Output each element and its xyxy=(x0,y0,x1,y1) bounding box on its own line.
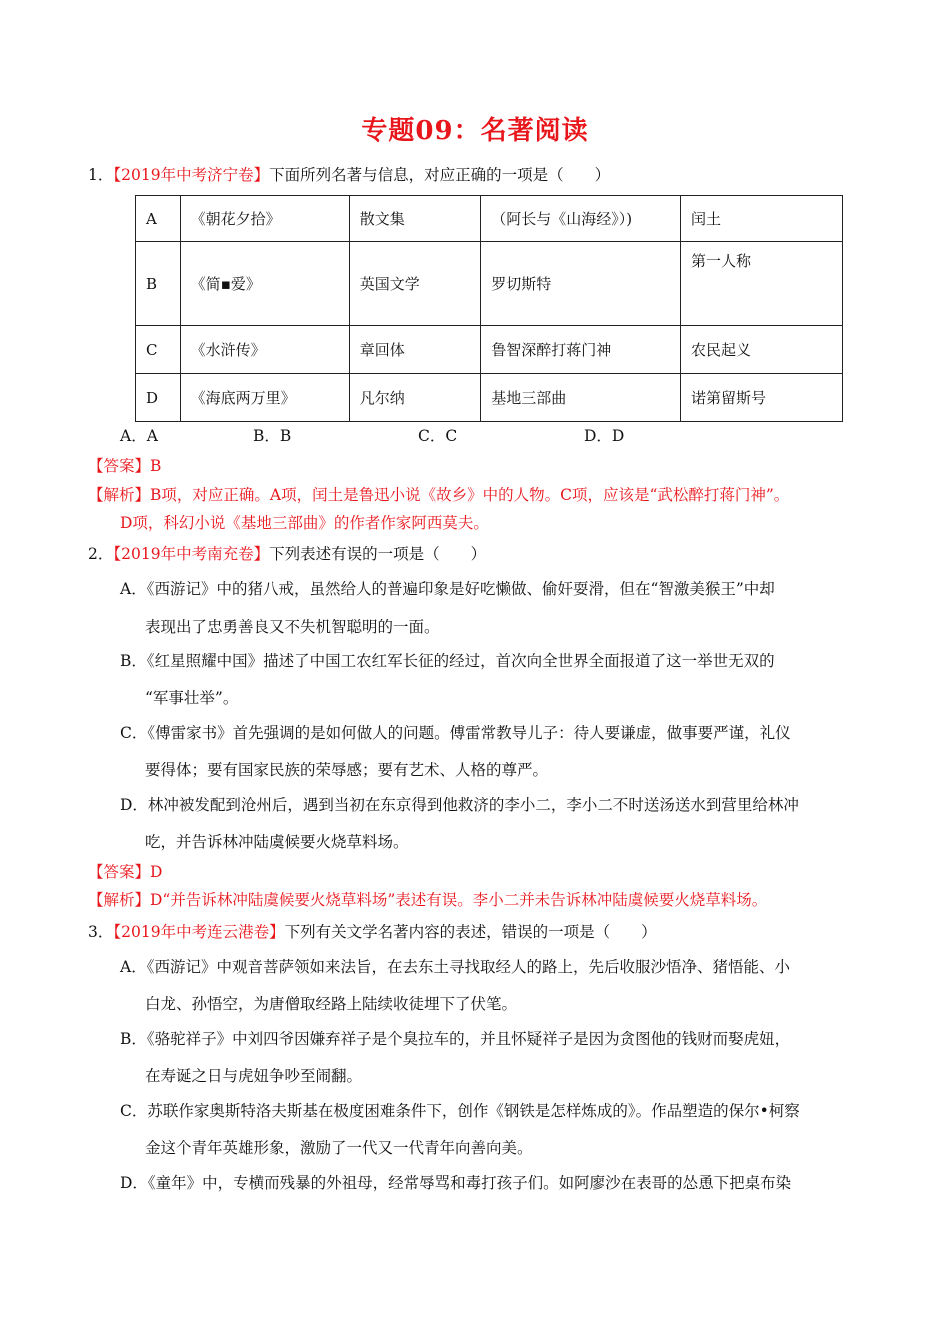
table-cell: C xyxy=(136,326,181,374)
table-cell: 鲁智深醉打蒋门神 xyxy=(481,326,681,374)
table-cell: 《海底两万里》 xyxy=(180,374,349,422)
table-cell: 诺第留斯号 xyxy=(680,374,842,422)
info-table xyxy=(135,195,843,422)
table-cell: 基地三部曲 xyxy=(481,374,681,422)
table-cell: 罗切斯特 xyxy=(481,242,681,326)
analysis: 【解析】B项，对应正确。A项，闰土是鲁迅小说《故乡》中的人物。C项，应该是“武松醉打蒋门神”。 xyxy=(88,486,790,504)
option-b: B．《骆驼祥子》中刘四爷因嫌弃祥子是个臭拉车的，并且怀疑祥子是因为贪图他的钱财而娶虎妞， xyxy=(120,1030,791,1048)
analysis: 【解析】D“并告诉林冲陆虞候要火烧草料场”表述有误。李小二并未告诉林冲陆虞候要火烧草料场。 xyxy=(88,891,768,909)
table-cell: （阿长与《山海经》）) xyxy=(481,196,681,242)
page-title: 专题09：名著阅读 xyxy=(361,116,589,146)
option-b-continued: 在寿诞之日与虎妞争吵至闹翻。 xyxy=(145,1067,363,1085)
option-d-continued: 吃，并告诉林冲陆虞候要火烧草料场。 xyxy=(145,833,409,851)
option-d: D．《童年》中，专横而残暴的外祖母，经常辱骂和毒打孩子们。如阿廖沙在表哥的怂恿下把桌布染 xyxy=(120,1174,792,1192)
question-number: 1． xyxy=(88,166,114,184)
question-number: 3． xyxy=(88,923,114,941)
table-row xyxy=(136,374,843,422)
answer: 【答案】D xyxy=(88,863,163,881)
question-number: 2． xyxy=(88,545,114,563)
table-cell: D xyxy=(136,374,181,422)
table-cell: 英国文学 xyxy=(349,242,480,326)
table-cell: 第一人称 xyxy=(680,242,842,326)
table-row xyxy=(136,242,843,326)
option-b-continued: “军事壮举”。 xyxy=(145,689,239,707)
option-c-continued: 金这个青年英雄形象，激励了一代又一代青年向善向美。 xyxy=(145,1139,533,1157)
table-row xyxy=(136,196,843,242)
option-c-continued: 要得体；要有国家民族的荣辱感；要有艺术、人格的尊严。 xyxy=(145,761,549,779)
question-source: 【2019年中考南充卷】 xyxy=(113,545,270,563)
table-cell: 散文集 xyxy=(349,196,480,242)
table-row xyxy=(136,326,843,374)
option-b: B．B xyxy=(253,427,292,445)
option-a-continued: 表现出了忠勇善良又不失机智聪明的一面。 xyxy=(145,618,440,636)
analysis-continued: D项，科幻小说《基地三部曲》的作者作家阿西莫夫。 xyxy=(120,514,489,532)
table-cell: 《朝花夕拾》 xyxy=(180,196,349,242)
question-2-stem xyxy=(88,544,486,564)
option-a: A．《西游记》中观音菩萨领如来法旨，在去东土寻找取经人的路上，先后收服沙悟净、猪悟能、小 xyxy=(120,958,790,976)
option-a: A．《西游记》中的猪八戒，虽然给人的普遍印象是好吃懒做、偷奸耍滑，但在“智激美猴王”中却 xyxy=(120,580,775,598)
question-1-stem xyxy=(88,165,610,185)
question-text: 下面所列名著与信息，对应正确的一项是（ ） xyxy=(269,166,611,184)
table-cell: A xyxy=(136,196,181,242)
question-text: 下列有关文学名著内容的表述，错误的一项是（ ） xyxy=(284,923,657,941)
table-cell: 章回体 xyxy=(349,326,480,374)
table-cell: 《水浒传》 xyxy=(180,326,349,374)
option-a: A．A xyxy=(120,427,158,445)
table-cell: 凡尔纳 xyxy=(349,374,480,422)
option-c: C．《傅雷家书》首先强调的是如何做人的问题。傅雷常教导儿子：待人要谦虚，做事要严谨，礼仪 xyxy=(120,724,791,742)
question-3-stem xyxy=(88,922,657,942)
answer: 【答案】B xyxy=(88,457,162,475)
question-text: 下列表述有误的一项是（ ） xyxy=(269,545,487,563)
table-cell: B xyxy=(136,242,181,326)
option-d: D．D xyxy=(584,427,625,445)
option-a-continued: 白龙、孙悟空，为唐僧取经路上陆续收徒埋下了伏笔。 xyxy=(145,995,518,1013)
option-b: B．《红星照耀中国》描述了中国工农红军长征的经过，首次向全世界全面报道了这一举世无双的 xyxy=(120,652,775,670)
option-d: D．林冲被发配到沧州后，遇到当初在东京得到他救济的李小二，李小二不时送汤送水到营里给林冲 xyxy=(120,796,799,814)
question-source: 【2019年中考济宁卷】 xyxy=(113,166,270,184)
option-c: C．C xyxy=(418,427,458,445)
option-c: C．苏联作家奥斯特洛夫斯基在极度困难条件下，创作《钢铁是怎样炼成的》。作品塑造的保尔•柯察 xyxy=(120,1102,800,1120)
table-cell: 《简▪爱》 xyxy=(180,242,349,326)
table-cell: 农民起义 xyxy=(680,326,842,374)
table-cell: 闰土 xyxy=(680,196,842,242)
question-source: 【2019年中考连云港卷】 xyxy=(113,923,285,941)
